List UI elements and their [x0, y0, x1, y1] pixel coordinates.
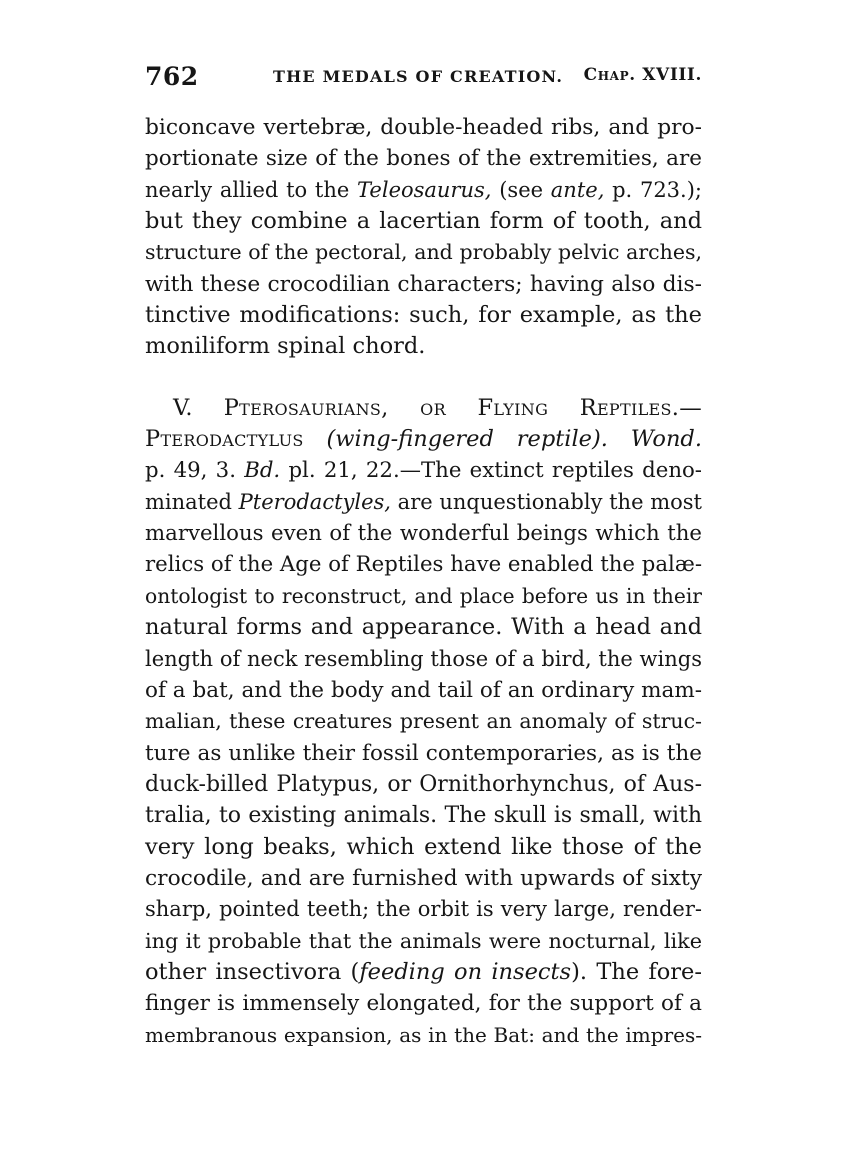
- book-title: THE MEDALS OF CREATION.: [273, 67, 564, 86]
- text-run: nearly allied to the: [145, 177, 358, 202]
- text-line: malian, these creatures present an anomaly of struc-: [145, 709, 702, 734]
- text-run: are unquestionably the most: [390, 489, 702, 514]
- genus-name: Pterodactylus: [145, 426, 304, 453]
- page-number: 762: [145, 62, 199, 91]
- italic-term: Pterodactyles,: [238, 489, 391, 514]
- text-run: p. 723.);: [604, 177, 702, 202]
- text-line: moniliform spinal chord.: [145, 333, 426, 360]
- text-line: biconcave vertebræ, double-headed ribs, and pro-: [145, 115, 702, 140]
- text-run: p. 49, 3.: [145, 458, 245, 484]
- text-line: ture as unlike their fossil contemporaries, as is the: [145, 740, 702, 766]
- text-run: minated: [145, 489, 239, 514]
- heading-number: V.: [173, 394, 224, 421]
- text-line: finger is immensely elongated, for the support of a: [145, 991, 702, 1017]
- text-line: crocodile, and are furnished with upwards of sixty: [145, 865, 702, 891]
- text-line: tralia, to existing animals. The skull is small, with: [145, 803, 702, 829]
- text-line: tinctive modifications: such, for example, as the: [145, 302, 702, 329]
- text-line: length of neck resembling those of a bird, the wings: [145, 646, 702, 671]
- text-line: relics of the Age of Reptiles have enabled the palæ-: [145, 552, 702, 578]
- text-line: ontologist to reconstruct, and place before us in their: [145, 583, 702, 608]
- text-line: marvellous even of the wonderful beings which the: [145, 521, 702, 547]
- text-run: (see: [491, 177, 551, 202]
- text-run: ). The fore-: [571, 958, 702, 985]
- text-line: [145, 957, 702, 988]
- paragraph-gap: [145, 363, 702, 393]
- text-run: other insectivora (: [145, 958, 360, 985]
- text-line: but they combine a lacertian form of tooth, and: [145, 208, 702, 235]
- text-run: pl. 21, 22.—The extinct reptiles deno-: [280, 458, 702, 484]
- italic-term: feeding on insects: [359, 958, 572, 985]
- text-line: with these crocodilian characters; having also dis-: [145, 271, 702, 297]
- italic-term: ante,: [550, 177, 605, 202]
- text-line: [145, 175, 702, 206]
- chapter-label: Chap. XVIII.: [583, 65, 702, 85]
- text-line: ing it probable that the animals were nocturnal, like: [145, 928, 702, 953]
- text-line: [145, 455, 702, 486]
- body-text: [145, 112, 702, 1051]
- text-line: sharp, pointed teeth; the orbit is very large, render-: [145, 897, 702, 922]
- text-line: [145, 487, 702, 518]
- text-line: membranous expansion, as in the Bat: and the impres-: [145, 1022, 702, 1047]
- reference-abbrev: Bd.: [244, 458, 281, 484]
- text-line: of a bat, and the body and tail of an ordinary mam-: [145, 677, 702, 703]
- section-heading: [145, 393, 702, 424]
- text-line: portionate size of the bones of the extremities, are: [145, 146, 702, 172]
- heading-name: Pterosaurians, or Flying Reptiles.—: [223, 394, 702, 421]
- reference-abbrev: Wond.: [630, 426, 702, 453]
- text-line: natural forms and appearance. With a head and: [145, 614, 702, 641]
- text-line: duck-billed Platypus, or Ornithorhynchus, of Aus-: [145, 771, 702, 797]
- running-head: [145, 62, 702, 92]
- text-line: structure of the pectoral, and probably pelvic arches,: [145, 240, 702, 265]
- text-line: very long beaks, which extend like those of the: [145, 833, 702, 860]
- text-line: [145, 424, 702, 455]
- genus-gloss: (wing-fingered reptile).: [303, 426, 608, 453]
- italic-term: Teleosaurus,: [357, 177, 492, 202]
